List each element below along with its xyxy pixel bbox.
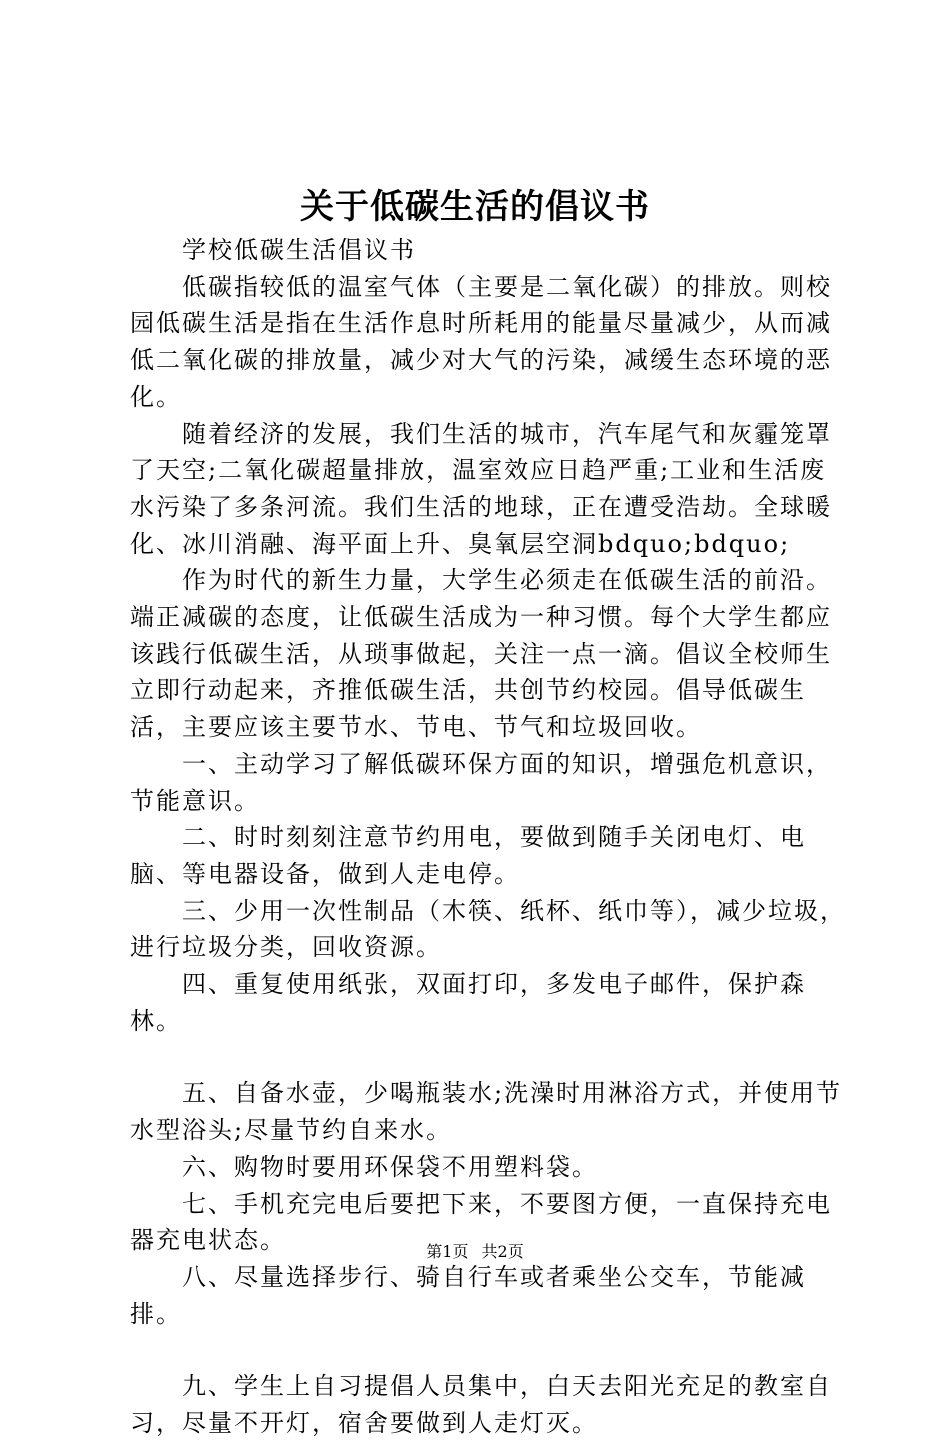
paragraph-intro: 低碳指较低的温室气体（主要是二氧化碳）的排放。则校园低碳生活是指在生活作息时所耗用的能量尽量减少，从而减低二氧化碳的排放量，减少对大气的污染，减缓生态环境的恶化。 [130, 272, 832, 411]
list-item-8: 八、尽量选择步行、骑自行车或者乘坐公交车，节能减排。 [130, 1262, 806, 1328]
paragraph-call: 作为时代的新生力量，大学生必须走在低碳生活的前沿。端正减碳的态度，让低碳生活成为一种习惯。每个大学生都应该践行低碳生活，从琐事做起，关注一点一滴。倡议全校师生立即行动起来，齐推低碳生活，共创节约校园。倡导低碳生活，主要应该主要节水、节电、节气和垃圾回收。 [130, 566, 832, 742]
list-item-7: 七、手机充完电后要把下来，不要图方便，一直保持充电器充电状态。 [130, 1189, 832, 1255]
list-item-9: 九、学生上自习提倡人员集中，白天去阳光充足的教室自习，尽量不开灯，宿舍要做到人走灯灭。 [130, 1372, 832, 1438]
paragraph-context: 随着经济的发展，我们生活的城市，汽车尾气和灰霾笼罩了天空;二氧化碳超量排放，温室效应日趋严重;工业和生活废水污染了多条河流。我们生活的地球，正在遭受浩劫。全球暖化、冰川消融、海平面上升、臭氧层空洞bdquo;bdquo; [130, 419, 832, 558]
list-item-3: 三、少用一次性制品（木筷、纸杯、纸巾等），减少垃圾，进行垃圾分类，回收资源。 [130, 896, 846, 962]
list-item-1: 一、主动学习了解低碳环保方面的知识，增强危机意识，节能意识。 [130, 749, 832, 815]
list-item-4: 四、重复使用纸张，双面打印，多发电子邮件，保护森林。 [130, 970, 806, 1035]
list-item-2: 二、时时刻刻注意节约用电，要做到随手关闭电灯、电脑、等电器设备，做到人走电停。 [130, 823, 806, 888]
page-number-current: 第1页 [426, 1242, 469, 1261]
list-item-6: 六、购物时要用环保袋不用塑料袋。 [182, 1152, 598, 1181]
document-title: 关于低碳生活的倡议书 [300, 187, 650, 227]
page-footer [0, 1241, 950, 1263]
paragraph-heading: 学校低碳生活倡议书 [182, 236, 416, 264]
list-item-5: 五、自备水壶，少喝瓶装水;洗澡时用淋浴方式，并使用节水型浴头;尽量节约自来水。 [130, 1079, 843, 1145]
page-number-total: 共2页 [481, 1242, 524, 1261]
